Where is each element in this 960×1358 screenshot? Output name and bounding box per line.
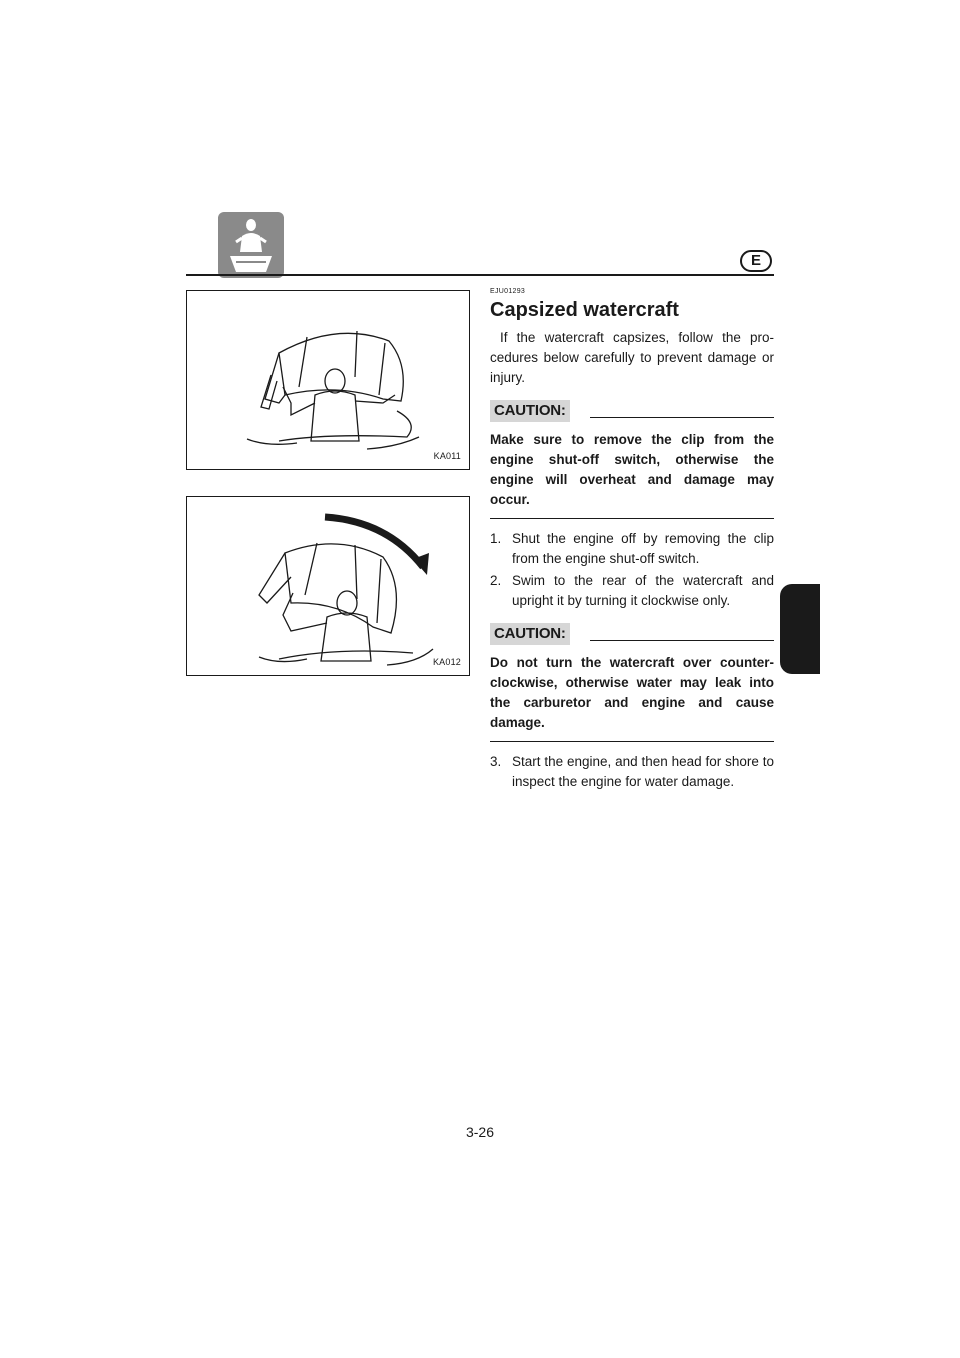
- caution-text: Make sure to remove the clip from the engine shut-off switch, otherwise the engine will overheat and damage may occur.: [490, 430, 774, 519]
- figure-righting-watercraft: [186, 496, 470, 676]
- section-title: Capsized watercraft: [490, 299, 679, 321]
- header-rule: [186, 274, 774, 276]
- righting-watercraft-illustration: [187, 497, 471, 677]
- list-item: 3. Start the engine, and then head for shore to inspect the engine for water damage.: [490, 754, 774, 789]
- procedure-steps: [490, 529, 774, 611]
- caution-header: [490, 623, 774, 647]
- content-column: [490, 288, 774, 794]
- page-number: 3-26: [465, 1124, 495, 1140]
- caution-label: CAUTION:: [490, 400, 570, 422]
- chapter-side-tab: [780, 584, 820, 674]
- figure-code: KA012: [432, 657, 461, 667]
- caution-rule: [590, 640, 774, 641]
- figure-code: KA011: [433, 451, 461, 461]
- capsized-watercraft-illustration: [187, 291, 471, 471]
- list-item: 1. Shut the engine off by removing the clip from the engine shut-off switch.: [490, 531, 774, 566]
- procedure-steps: [490, 752, 774, 792]
- caution-rule: [590, 417, 774, 418]
- figure-capsized-watercraft: [186, 290, 470, 470]
- intro-paragraph: If the watercraft capsizes, follow the pro-cedures below carefully to prevent damage or injury.: [490, 330, 774, 385]
- caution-label: CAUTION:: [490, 623, 570, 645]
- caution-text: Do not turn the watercraft over counter-clockwise, otherwise water may leak into the carburetor and engine and cause damage.: [490, 653, 774, 742]
- doc-reference-code: EJU01293: [490, 288, 526, 295]
- language-badge: E: [740, 250, 772, 272]
- list-item: 2. Swim to the rear of the watercraft and upright it by turning it clockwise only.: [490, 573, 774, 608]
- caution-header: [490, 400, 774, 424]
- watercraft-rider-icon: [218, 212, 284, 278]
